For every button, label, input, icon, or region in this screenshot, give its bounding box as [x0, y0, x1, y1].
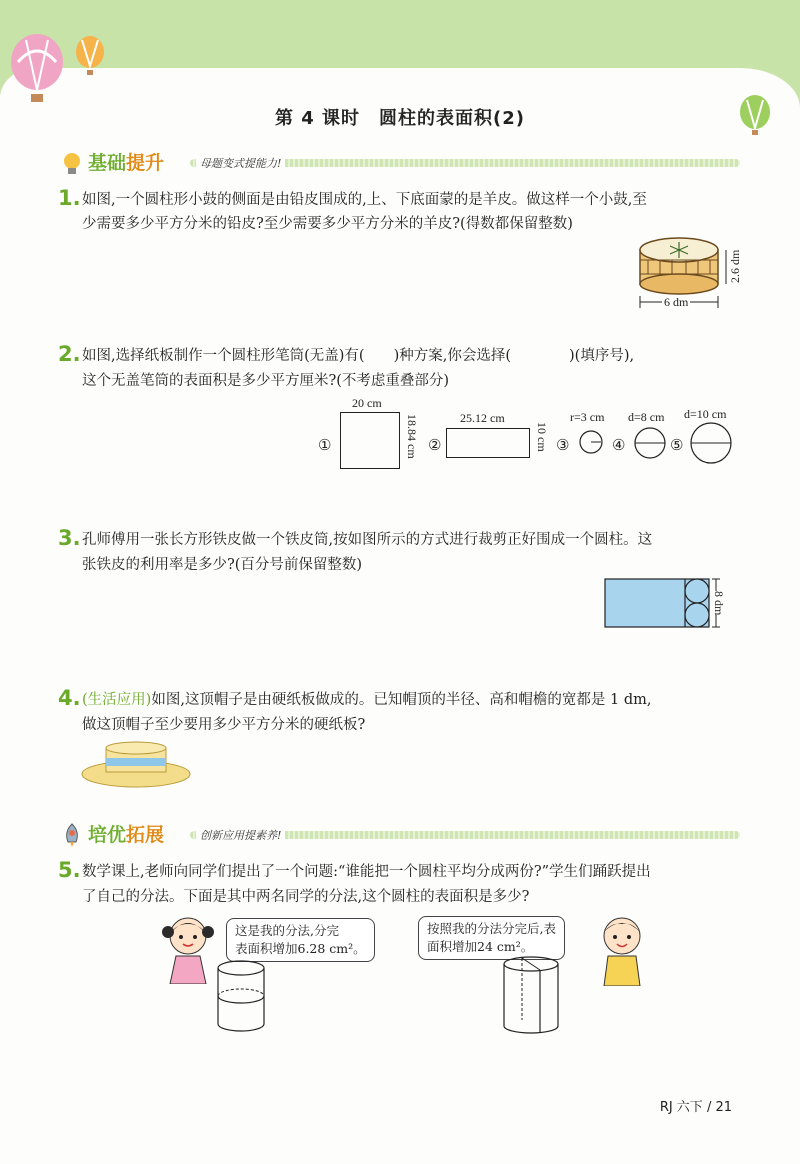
section-advanced-title: 培优拓展 — [88, 824, 165, 846]
cylinder-horizontal-cut — [214, 958, 268, 1038]
option-1-index: ① — [318, 438, 332, 454]
question-3-line1: 孔师傅用一张长方形铁皮做一个铁皮筒,按如图所示的方式进行裁剪正好围成一个圆柱。这 — [82, 532, 653, 548]
question-4-line2: 做这顶帽子至少要用多少平方分米的硬纸板? — [82, 717, 366, 733]
girl-student-icon — [156, 912, 220, 984]
option-3-label: r=3 cm — [570, 410, 605, 424]
speech-bubble-1-line1: 这是我的分法,分完 — [235, 923, 339, 938]
section-basic-header — [60, 150, 740, 176]
lesson-title: 第 4 课时 圆柱的表面积(2) — [274, 108, 526, 129]
tin-sheet-dim-label: 8 dm — [712, 591, 726, 616]
question-2-number: 2. — [58, 342, 81, 366]
option-2-index: ② — [428, 438, 442, 454]
option-4-circle — [632, 425, 668, 461]
option-4-index: ④ — [612, 438, 626, 454]
speech-bubble-1 — [226, 918, 375, 962]
question-1-line2: 少需要多少平方分米的铅皮?至少需要多少平方分米的羊皮?(得数都保留整数) — [82, 216, 573, 232]
question-2-line1: 如图,选择纸板制作一个圆柱形笔筒(无盖)有( )种方案,你会选择( )(填序号), — [82, 348, 635, 364]
option-3-index: ③ — [556, 438, 570, 454]
speech-bubble-2-line1: 按照我的分法分完后,表 — [427, 921, 556, 936]
option-5-circle — [688, 420, 734, 466]
option-4-label: d=8 cm — [628, 410, 665, 424]
question-5-line2: 了自己的分法。下面是其中两名同学的分法,这个圆柱的表面积是多少? — [82, 889, 530, 905]
section-basic-slogan: 母题变式提能力! — [196, 155, 285, 171]
option-2-rectangle — [446, 428, 530, 458]
question-1-number: 1. — [58, 186, 81, 210]
drum-diameter-label: 6 dm — [664, 295, 689, 309]
orange-balloon-icon — [76, 36, 104, 75]
page-footer: RJ 六下 / 21 — [659, 1100, 732, 1115]
option-1-top-label: 20 cm — [352, 396, 382, 410]
option-2-top-label: 25.12 cm — [460, 411, 505, 425]
speech-bubble-1-line2: 表面积增加6.28 cm²。 — [235, 941, 366, 956]
cylinder-vertical-cut — [500, 954, 562, 1040]
question-4-number: 4. — [58, 686, 81, 710]
question-5-line1: 数学课上,老师向同学们提出了一个问题:“谁能把一个圆柱平均分成两份?”学生们踊跃提出 — [82, 864, 651, 880]
section-advanced-header — [60, 822, 740, 848]
speech-bubble-2-line2: 面积增加24 cm²。 — [427, 939, 534, 954]
boy-student-icon — [592, 912, 652, 986]
section-advanced-slogan: 创新应用提素养! — [196, 827, 285, 843]
rocket-icon — [60, 822, 84, 848]
question-4-tag: (生活应用) — [82, 692, 152, 708]
question-2-line2: 这个无盖笔筒的表面积是多少平方厘米?(不考虑重叠部分) — [82, 373, 450, 389]
section-basic-title: 基础提升 — [88, 152, 165, 174]
option-5-label: d=10 cm — [684, 407, 727, 421]
question-4-line1: (生活应用)如图,这顶帽子是由硬纸板做成的。已知帽顶的半径、高和帽檐的宽都是 1 dm, — [82, 692, 652, 708]
question-3-line2: 张铁皮的利用率是多少?(百分号前保留整数) — [82, 557, 363, 573]
pink-balloon-icon — [11, 34, 63, 102]
balloons-illustration — [4, 30, 114, 110]
option-1-side-label: 18.84 cm — [405, 414, 419, 459]
option-3-circle — [578, 429, 606, 457]
option-5-index: ⑤ — [670, 438, 684, 454]
question-3-number: 3. — [58, 526, 81, 550]
question-1-line1: 如图,一个圆柱形小鼓的侧面是由铅皮围成的,上、下底面蒙的是羊皮。做这样一个小鼓,至 — [82, 192, 647, 208]
question-5-number: 5. — [58, 858, 81, 882]
lightbulb-icon — [60, 150, 84, 176]
hat-illustration — [78, 740, 194, 790]
option-1-square — [340, 412, 400, 469]
option-2-side-label: 10 cm — [535, 422, 549, 452]
